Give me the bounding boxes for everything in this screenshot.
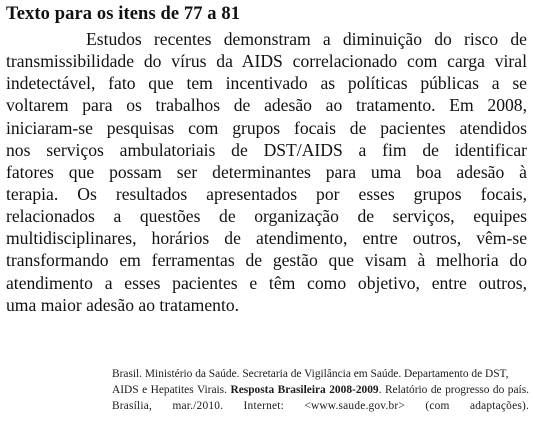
citation-line bbox=[112, 382, 529, 398]
passage-line: transformando em ferramentas de gestão que visam à melhoria do bbox=[6, 250, 527, 271]
passage-line: relacionados a questões de organização de serviços, equipes bbox=[6, 206, 527, 227]
section-heading: Texto para os itens de 77 a 81 bbox=[6, 4, 241, 24]
passage-line: iniciaram-se pesquisas com grupos focais de pacientes atendidos bbox=[6, 117, 527, 138]
passage-line: transmissibilidade do vírus da AIDS correlacionado com carga viral bbox=[6, 51, 527, 72]
passage-line: indetectável, fato que tem incentivado as políticas públicas a se bbox=[6, 73, 527, 94]
passage-line: atendimento a esses pacientes e têm como objetivo, entre outros, bbox=[6, 272, 527, 293]
passage-line: uma maior adesão ao tratamento. bbox=[6, 294, 240, 315]
passage-line: Estudos recentes demonstram a diminuição do risco de bbox=[86, 29, 527, 49]
citation-title: Resposta Brasileira 2008-2009 bbox=[230, 384, 379, 397]
citation-line: Brasil. Ministério da Saúde. Secretaria de Vigilância em Saúde. Departamento de DST, bbox=[112, 368, 509, 380]
passage-text bbox=[6, 28, 527, 316]
citation-text: . Relatório de progresso do país. bbox=[378, 384, 529, 397]
passage-line: multidisciplinares, horários de atendimento, entre outros, vêm-se bbox=[6, 228, 527, 249]
passage-line: nos serviços ambulatoriais de DST/AIDS a fim de identificar bbox=[6, 139, 527, 160]
passage-line: voltarem para os trabalhos de adesão ao tratamento. Em 2008, bbox=[6, 95, 527, 116]
source-citation bbox=[112, 366, 529, 415]
citation-line: Brasília, mar./2010. Internet: <www.saude.gov.br> (com adaptações). bbox=[112, 400, 529, 413]
citation-text: AIDS e Hepatites Virais. bbox=[112, 384, 227, 397]
text-page bbox=[6, 0, 527, 316]
passage-line: terapia. Os resultados apresentados por esses grupos focais, bbox=[6, 183, 527, 204]
passage-line: fatores que possam ser determinantes para uma boa adesão à bbox=[6, 161, 527, 182]
